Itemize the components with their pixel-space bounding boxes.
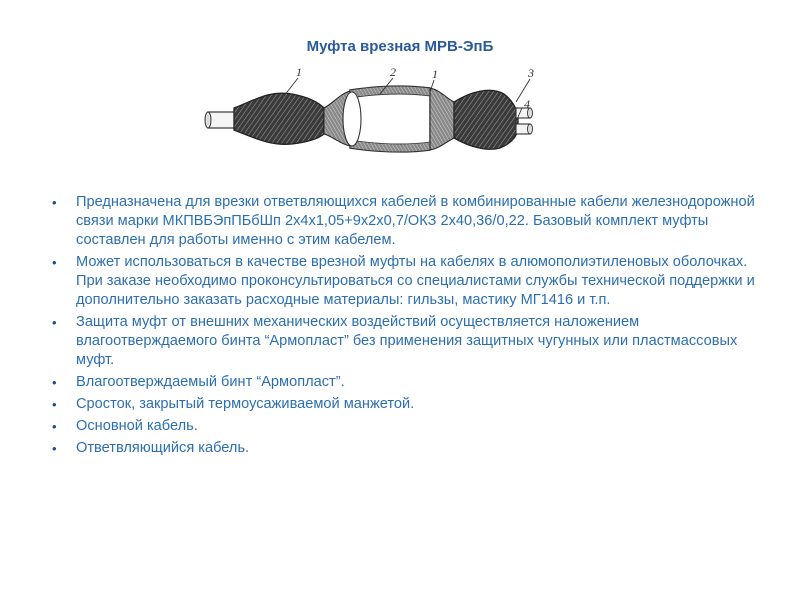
bullet-item: • Может использоваться в качестве врезной муфты на кабелях в алюмополиэтиленовых оболочках. При заказе необходимо проконсультироваться со специалистами службы технической поддержки и дополнительно заказать расходные материалы: гильзы, мастику МГ1416 и т.п. xyxy=(52,253,772,310)
bullet-item: • Ответвляющийся кабель. xyxy=(52,439,772,458)
main-cable-left xyxy=(205,112,236,128)
bullet-item: • Защита муфт от внешних механических воздействий осуществляется наложением влагоотверждаемого бинта “Армопласт” без применения защитных чугунных или пластмассовых муфт. xyxy=(52,313,772,370)
bullet-item: • Предназначена для врезки ответвляющихся кабелей в комбинированные кабели железнодорожной связи марки МКПВБЭпПБбШп 2х4х1,05+9х2х0,7/ОКЗ 2х40,36/0,22. Базовый комплект муфты составлен для работы именно с этим кабелем. xyxy=(52,193,772,250)
callout-label-3: 3 xyxy=(528,66,534,80)
callout-label-4: 4 xyxy=(524,97,530,111)
callout-label-1b: 1 xyxy=(432,67,438,81)
bandage-right xyxy=(454,90,518,149)
coupling-illustration xyxy=(200,64,540,164)
slide-title: Муфта врезная МРВ-ЭпБ xyxy=(306,38,494,55)
bullet-item: • Сросток, закрытый термоусаживаемой манжетой. xyxy=(52,395,772,414)
callout-label-2: 2 xyxy=(390,65,396,79)
bullet-list xyxy=(52,193,772,461)
bandage-left xyxy=(234,93,324,144)
bullet-item: • Основной кабель. xyxy=(52,417,772,436)
cone-right xyxy=(430,88,454,150)
callout-label-1a: 1 xyxy=(296,65,302,79)
bullet-item: • Влагоотверждаемый бинт “Армопласт”. xyxy=(52,373,772,392)
splice-sleeve xyxy=(343,86,430,152)
